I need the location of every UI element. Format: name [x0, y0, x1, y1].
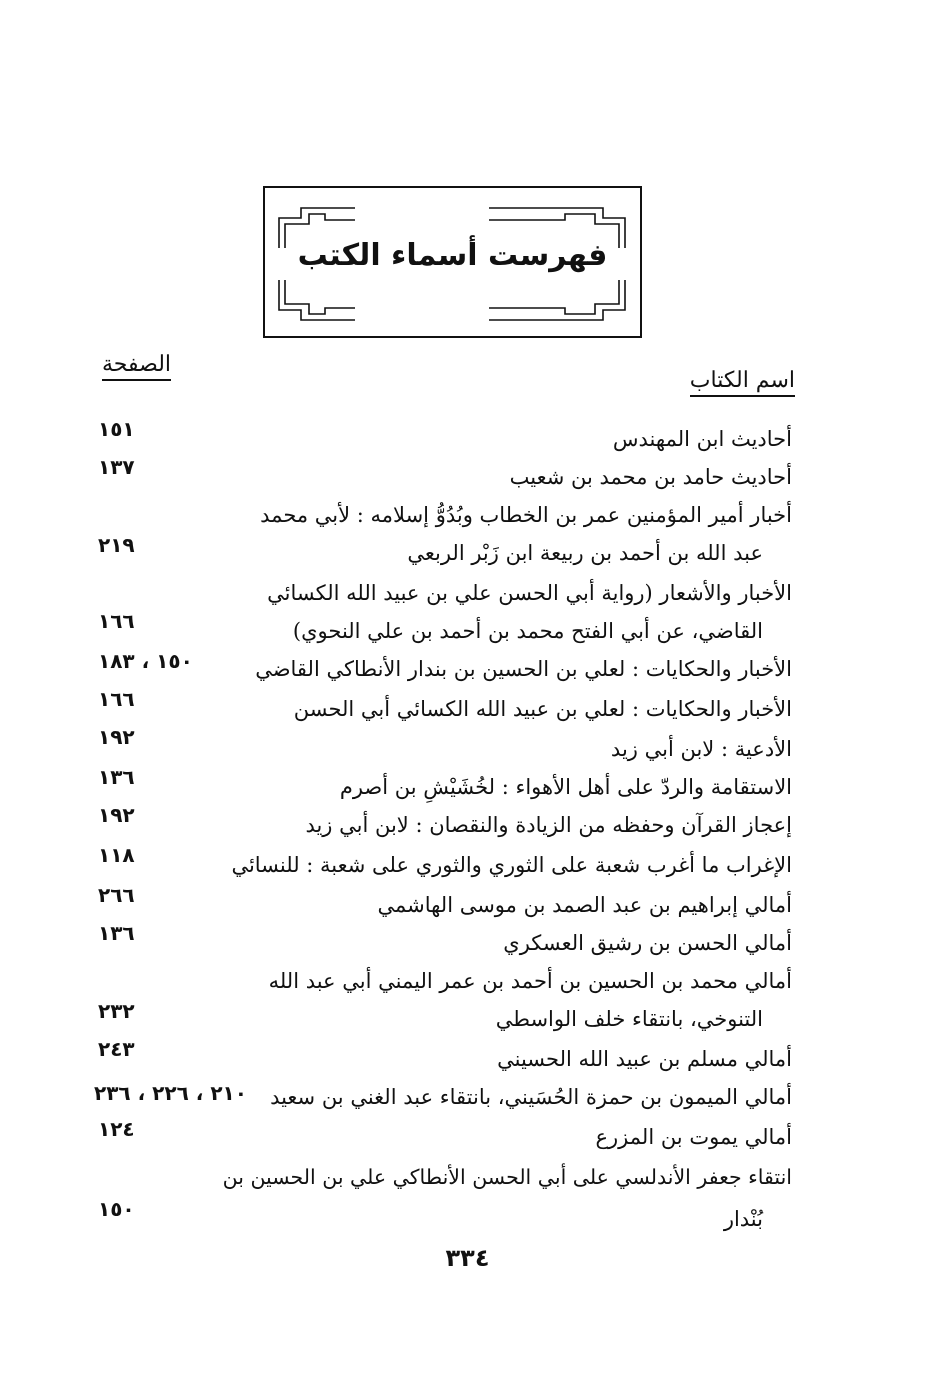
entry-line: الاستقامة والردّ على أهل الأهواء : لخُشَيْشِ بن أصرم: [339, 775, 792, 799]
entry-page: ٢١٩: [98, 533, 135, 557]
entry-page: ١٩٢: [98, 725, 135, 749]
entry-page: ١٣٦: [98, 921, 135, 945]
entry-page: ١٢٤: [98, 1117, 135, 1141]
entry-line: القاضي، عن أبي الفتح محمد بن أحمد بن علي النحوي): [292, 619, 763, 643]
index-title: فهرست أسماء الكتب: [297, 238, 608, 273]
entry-line: الأدعية : لابن أبي زيد: [610, 737, 792, 761]
entry-page: ٢٤٣: [98, 1037, 135, 1061]
entry-page: ١٩٢: [98, 803, 135, 827]
entry-line: الأخبار والحكايات : لعلي بن الحسين بن بندار الأنطاكي القاضي: [255, 657, 792, 681]
entry-page: ٢٦٦: [98, 883, 135, 907]
entry-line: أمالي الحسن بن رشيق العسكري: [503, 931, 792, 955]
entry-line: إعجاز القرآن وحفظه من الزيادة والنقصان : لابن أبي زيد: [305, 813, 792, 837]
entry-line: التنوخي، بانتقاء خلف الواسطي: [495, 1007, 763, 1031]
entry-page: ٢٣٢: [98, 999, 135, 1023]
entry-line: عبد الله بن أحمد بن ربيعة ابن زَبْر الربعي: [407, 541, 763, 565]
entry-page: ١٥٠: [98, 1197, 135, 1221]
entry-page: ٢١٠ ، ٢٢٦ ، ٢٣٦: [94, 1081, 247, 1105]
entry-line: أحاديث ابن المهندس: [612, 427, 792, 451]
entry-line: انتقاء جعفر الأندلسي على أبي الحسن الأنطاكي علي بن الحسين بن: [222, 1165, 792, 1189]
entry-line: أمالي يموت بن المزرع: [595, 1125, 792, 1149]
entry-line: أمالي إبراهيم بن عبد الصمد بن موسى الهاشمي: [377, 893, 792, 917]
entry-line: الأخبار والأشعار (رواية أبي الحسن علي بن عبيد الله الكسائي: [267, 581, 792, 605]
column-header-page: الصفحة: [102, 352, 171, 381]
entry-page: ١١٨: [98, 843, 135, 867]
entry-page: ١٦٦: [98, 687, 135, 711]
entry-line: أمالي مسلم بن عبيد الله الحسيني: [497, 1047, 792, 1071]
column-header-book-name: اسم الكتاب: [690, 368, 795, 397]
entry-page: ١٥٠ ، ١٨٣: [98, 649, 193, 673]
entry-line: الإغراب ما أغرب شعبة على الثوري والثوري على شعبة : للنسائي: [231, 853, 792, 877]
title-frame: [263, 186, 642, 338]
entry-line: أمالي الميمون بن حمزة الحُسَيني، بانتقاء عبد الغني بن سعيد: [270, 1085, 792, 1109]
entry-page: ١٣٧: [98, 455, 135, 479]
entry-page: ١٥١: [98, 417, 135, 441]
entry-page: ١٦٦: [98, 609, 135, 633]
entry-page: ١٣٦: [98, 765, 135, 789]
entry-line: أخبار أمير المؤمنين عمر بن الخطاب وبُدُوُّ إسلامه : لأبي محمد: [260, 503, 792, 527]
entry-line: بُنْدار: [723, 1207, 763, 1231]
entry-line: الأخبار والحكايات : لعلي بن عبيد الله الكسائي أبي الحسن: [293, 697, 792, 721]
page-number: ٣٣٤: [445, 1244, 490, 1272]
entry-line: أحاديث حامد بن محمد بن شعيب: [509, 465, 792, 489]
entry-line: أمالي محمد بن الحسين بن أحمد بن عمر اليمني أبي عبد الله: [268, 969, 792, 993]
